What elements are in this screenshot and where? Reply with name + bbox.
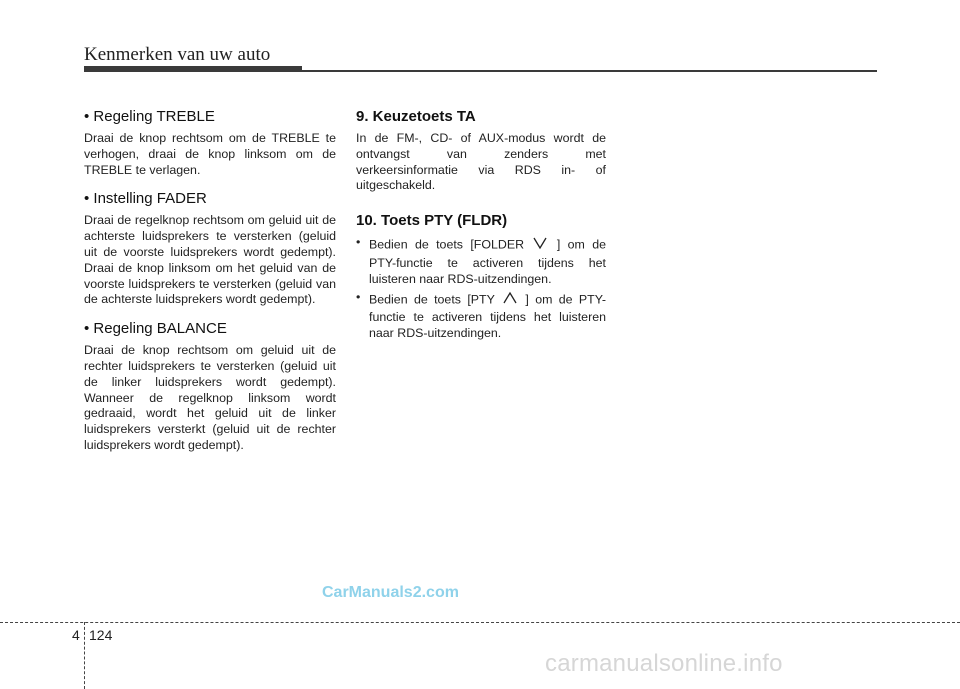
pty-bullet-folder (356, 235, 606, 287)
treble-text: Draai de knop rechtsom om de TREBLE te verhogen, draai de knop linksom om de TREBLE te verlagen. (84, 131, 336, 177)
footer-rule (0, 622, 960, 623)
footer-divider (84, 622, 85, 689)
pty-bullet-list (356, 235, 606, 342)
page-number: 124 (89, 627, 113, 643)
pty-bullet-pty-text-b: ] om de PTY-functie te activeren tijdens het luisteren naar RDS-uitzendingen. (369, 292, 607, 341)
pty-bullet-folder-text-b: ] om de PTY-functie te activeren tijdens het luisteren naar RDS-uitzendingen. (369, 237, 607, 286)
ta-heading: 9. Keuzetoets TA (356, 108, 476, 125)
left-column (84, 108, 336, 466)
balance-heading: • Regeling BALANCE (84, 320, 227, 338)
fader-text: Draai de regelknop rechtsom om geluid uit de achterste luidsprekers te versterken (geluid uit de voorste luidsprekers wordt gedempt). Draai de knop linksom om het geluid van de voorste luidsprekers te versterken (geluid van de achterste luidsprekers wordt gedempt). (84, 213, 336, 307)
chevron-up-icon (502, 290, 518, 311)
pty-bullet-pty-text-a: Bedien de toets [PTY (369, 292, 502, 307)
watermark: CarManuals2.com (322, 584, 459, 601)
balance-text: Draai de knop rechtsom om geluid uit de rechter luidsprekers te versterken (geluid uit de linker luidsprekers wordt gedempt). Wanneer de regelknop linksom wordt gedraaid, wordt het geluid uit de linker luidsprekers versterkt (geluid uit de rechter luidsprekers wordt gedempt). (84, 343, 336, 452)
ta-text: In de FM-, CD- of AUX-modus wordt de ontvangst van zenders met verkeersinformatie via RDS in- of uitgeschakeld. (356, 131, 606, 193)
pty-bullet-pty (356, 290, 606, 342)
treble-heading: • Regeling TREBLE (84, 108, 215, 125)
pty-heading: 10. Toets PTY (FLDR) (356, 212, 508, 230)
right-column (356, 108, 606, 344)
header-title: Kenmerken van uw auto (84, 44, 271, 65)
chevron-down-icon (532, 235, 548, 256)
footer-brand: carmanualsonline.info (545, 650, 783, 677)
fader-heading: • Instelling FADER (84, 190, 207, 208)
header-rule-thick (84, 66, 302, 72)
pty-bullet-folder-text-a: Bedien de toets [FOLDER (369, 237, 532, 252)
chapter-number: 4 (72, 627, 80, 643)
header-rule-thin (302, 70, 877, 72)
